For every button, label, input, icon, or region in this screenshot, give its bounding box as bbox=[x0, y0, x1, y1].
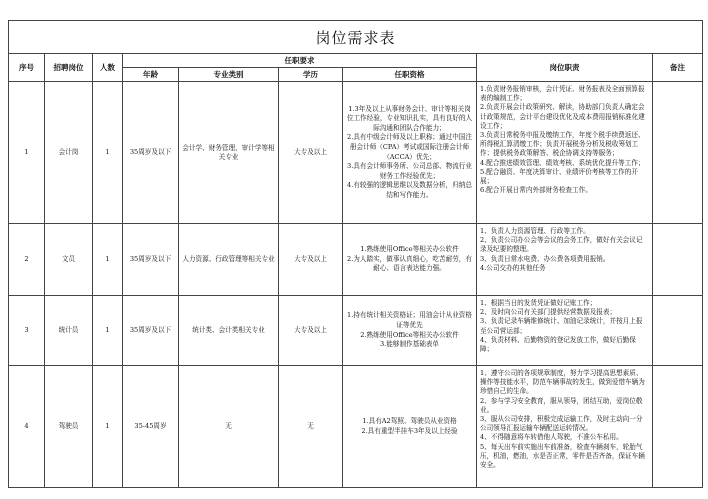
duty-item: 2.负责开展会计政策研究、解读，协助部门负责人确定会计政策规范，会计平台建设优化及成本费用报销标准化建设工作； bbox=[480, 103, 645, 130]
duty-item: 3、负责日常水电费、办公费各项费用报销。 bbox=[480, 254, 610, 263]
cell-seq: 1 bbox=[9, 82, 45, 224]
duty-item: 1、负责人力资源管理、行政等工作。 bbox=[480, 227, 590, 235]
cell-seq: 2 bbox=[9, 224, 45, 296]
duty-item: 6.配合开展日常内外部财务检查工作。 bbox=[480, 186, 592, 195]
cell-qualification bbox=[343, 296, 477, 366]
duty-item: 3、服从公司安排，积极完成运输工作，及时主动向一分公司领导汇报运输车辆配送运转情况。 bbox=[480, 415, 643, 433]
duty-item: 2、及时向公司有关部门提供经营数据及报表； bbox=[480, 308, 617, 317]
cell-major: 人力资源、行政管理等相关专业 bbox=[179, 224, 279, 296]
cell-duties bbox=[477, 224, 653, 296]
qualification-item: 2.具有中级会计师及以上职称；通过中国注册会计师（CPA）考试或国际注册会计师（ACCA）优先； bbox=[347, 133, 472, 161]
duty-item: 4.公司交办的其他任务 bbox=[480, 263, 546, 272]
duty-item: 4、不得随意将车转借他人驾驶，不准公车私用。 bbox=[480, 433, 623, 442]
duty-item: 2、负责公司办公会等会议的会务工作，做好有关会议记录及纪要的整理。 bbox=[480, 236, 643, 254]
cell-major: 会计学、财务管理、审计学等相关专业 bbox=[179, 82, 279, 224]
table-row bbox=[9, 366, 703, 488]
duty-item: 1、遵守公司的各项规章制度，努力学习提高思想素质、操作等技能水平，防范车辆事故的发生，做到爱惜车辆为珍惜自己的生命。 bbox=[480, 369, 645, 396]
duty-item: 1.负责财务报销审核，会计凭证、财务报表及全面预算报表的编制工作； bbox=[480, 85, 645, 103]
header-seq: 序号 bbox=[9, 54, 45, 82]
qualification-item: 1.具有A2驾照、驾驶员从业资格 bbox=[362, 416, 457, 425]
cell-duties bbox=[477, 82, 653, 224]
header-requirements: 任职要求 bbox=[123, 54, 477, 68]
duty-item: 4、负责材料、后勤物资的登记发放工作，做好后勤保障； bbox=[480, 335, 636, 354]
cell-age: 35-45周岁 bbox=[123, 366, 179, 488]
cell-remarks bbox=[653, 82, 703, 224]
header-education: 学历 bbox=[279, 68, 343, 82]
cell-qualification bbox=[343, 82, 477, 224]
cell-count: 1 bbox=[93, 224, 123, 296]
header-remarks: 备注 bbox=[653, 54, 703, 82]
job-requirements-sheet bbox=[8, 20, 702, 488]
qualification-item: 1.持有统计相关资格证；用油会计从业资格证等优先 bbox=[347, 311, 472, 329]
cell-major: 统计类、会计类相关专业 bbox=[179, 296, 279, 366]
cell-education: 大专及以上 bbox=[279, 296, 343, 366]
header-qualification: 任职资格 bbox=[343, 68, 477, 82]
qualification-item: 3.能够制作基础表单 bbox=[379, 340, 440, 349]
duty-item: 4.配合推进绩效管理、绩效考核、系统优化提升等工作； bbox=[480, 158, 645, 167]
cell-remarks bbox=[653, 224, 703, 296]
table-row bbox=[9, 82, 703, 224]
header-duties: 岗位职责 bbox=[477, 54, 653, 82]
cell-duties bbox=[477, 296, 653, 366]
duty-item: 5.配合融资、年度决算审计、业绩评价考核等工作的开展； bbox=[480, 167, 638, 186]
table-row bbox=[9, 296, 703, 366]
cell-position: 统计员 bbox=[45, 296, 93, 366]
cell-position: 驾驶员 bbox=[45, 366, 93, 488]
cell-seq: 3 bbox=[9, 296, 45, 366]
job-requirements-table bbox=[8, 20, 703, 488]
cell-position: 文员 bbox=[45, 224, 93, 296]
qualification-item: 3.具有会计师事务所、公司总部、物流行业财务工作经验优先； bbox=[347, 162, 472, 180]
qualification-item: 2.熟练使用Office等相关办公软件 bbox=[360, 330, 459, 339]
cell-major: 无 bbox=[179, 366, 279, 488]
cell-qualification bbox=[343, 224, 477, 296]
cell-position: 会计岗 bbox=[45, 82, 93, 224]
header-age: 年龄 bbox=[123, 68, 179, 82]
cell-count: 1 bbox=[93, 366, 123, 488]
page-title: 岗位需求表 bbox=[9, 21, 703, 54]
duty-item: 3.负责日常税务申报及缴纳工作，年度个税手续费返还、所得税汇算清缴工作；负责开展税务分析及税收筹划工作；提供税务政策解答、税企协调支持等服务； bbox=[480, 131, 645, 158]
table-row bbox=[9, 224, 703, 296]
header-major: 专业类别 bbox=[179, 68, 279, 82]
duty-item: 5、每天出车前实施出车前准备，检查车辆刹车，轮胎气压，机油，燃油，水是否正常，零件是否齐备，保证车辆安全。 bbox=[480, 442, 645, 470]
qualification-item: 1.熟练使用Office等相关办公软件 bbox=[360, 245, 459, 254]
cell-education: 大专及以上 bbox=[279, 224, 343, 296]
duty-item: 2、参与学习安全教育，服从领导，团结互助，爱岗位敬业。 bbox=[480, 396, 643, 414]
header-count: 人数 bbox=[93, 54, 123, 82]
cell-age: 35周岁及以下 bbox=[123, 224, 179, 296]
cell-remarks bbox=[653, 296, 703, 366]
cell-count: 1 bbox=[93, 296, 123, 366]
cell-age: 35周岁及以下 bbox=[123, 296, 179, 366]
cell-age: 35周岁及以下 bbox=[123, 82, 179, 224]
qualification-item: 4.有较强的逻辑思维以及数据分析，归纳总结和写作能力。 bbox=[347, 181, 472, 199]
cell-seq: 4 bbox=[9, 366, 45, 488]
header-position: 招聘岗位 bbox=[45, 54, 93, 82]
header-row-1 bbox=[9, 54, 703, 68]
cell-duties bbox=[477, 366, 653, 488]
duty-item: 3、负责记录车辆维修统计、加油记录统计，并按月上报至公司营运部； bbox=[480, 317, 643, 335]
duty-item: 1、根据当日的发货凭证做好记账工作； bbox=[480, 299, 597, 307]
cell-count: 1 bbox=[93, 82, 123, 224]
qualification-item: 2.具有重型半挂车3年及以上经验 bbox=[361, 426, 458, 435]
qualification-item: 2.为人踏实，做事认真细心，吃苦耐劳，有耐心、语言表达能力强。 bbox=[347, 254, 472, 273]
qualification-item: 1.3年及以上从事财务会计、审计等相关岗位工作经验，专业知识扎实，具有良好的人际沟通和团队合作能力； bbox=[346, 104, 473, 132]
cell-education: 无 bbox=[279, 366, 343, 488]
cell-remarks bbox=[653, 366, 703, 488]
cell-qualification bbox=[343, 366, 477, 488]
cell-education: 大专及以上 bbox=[279, 82, 343, 224]
